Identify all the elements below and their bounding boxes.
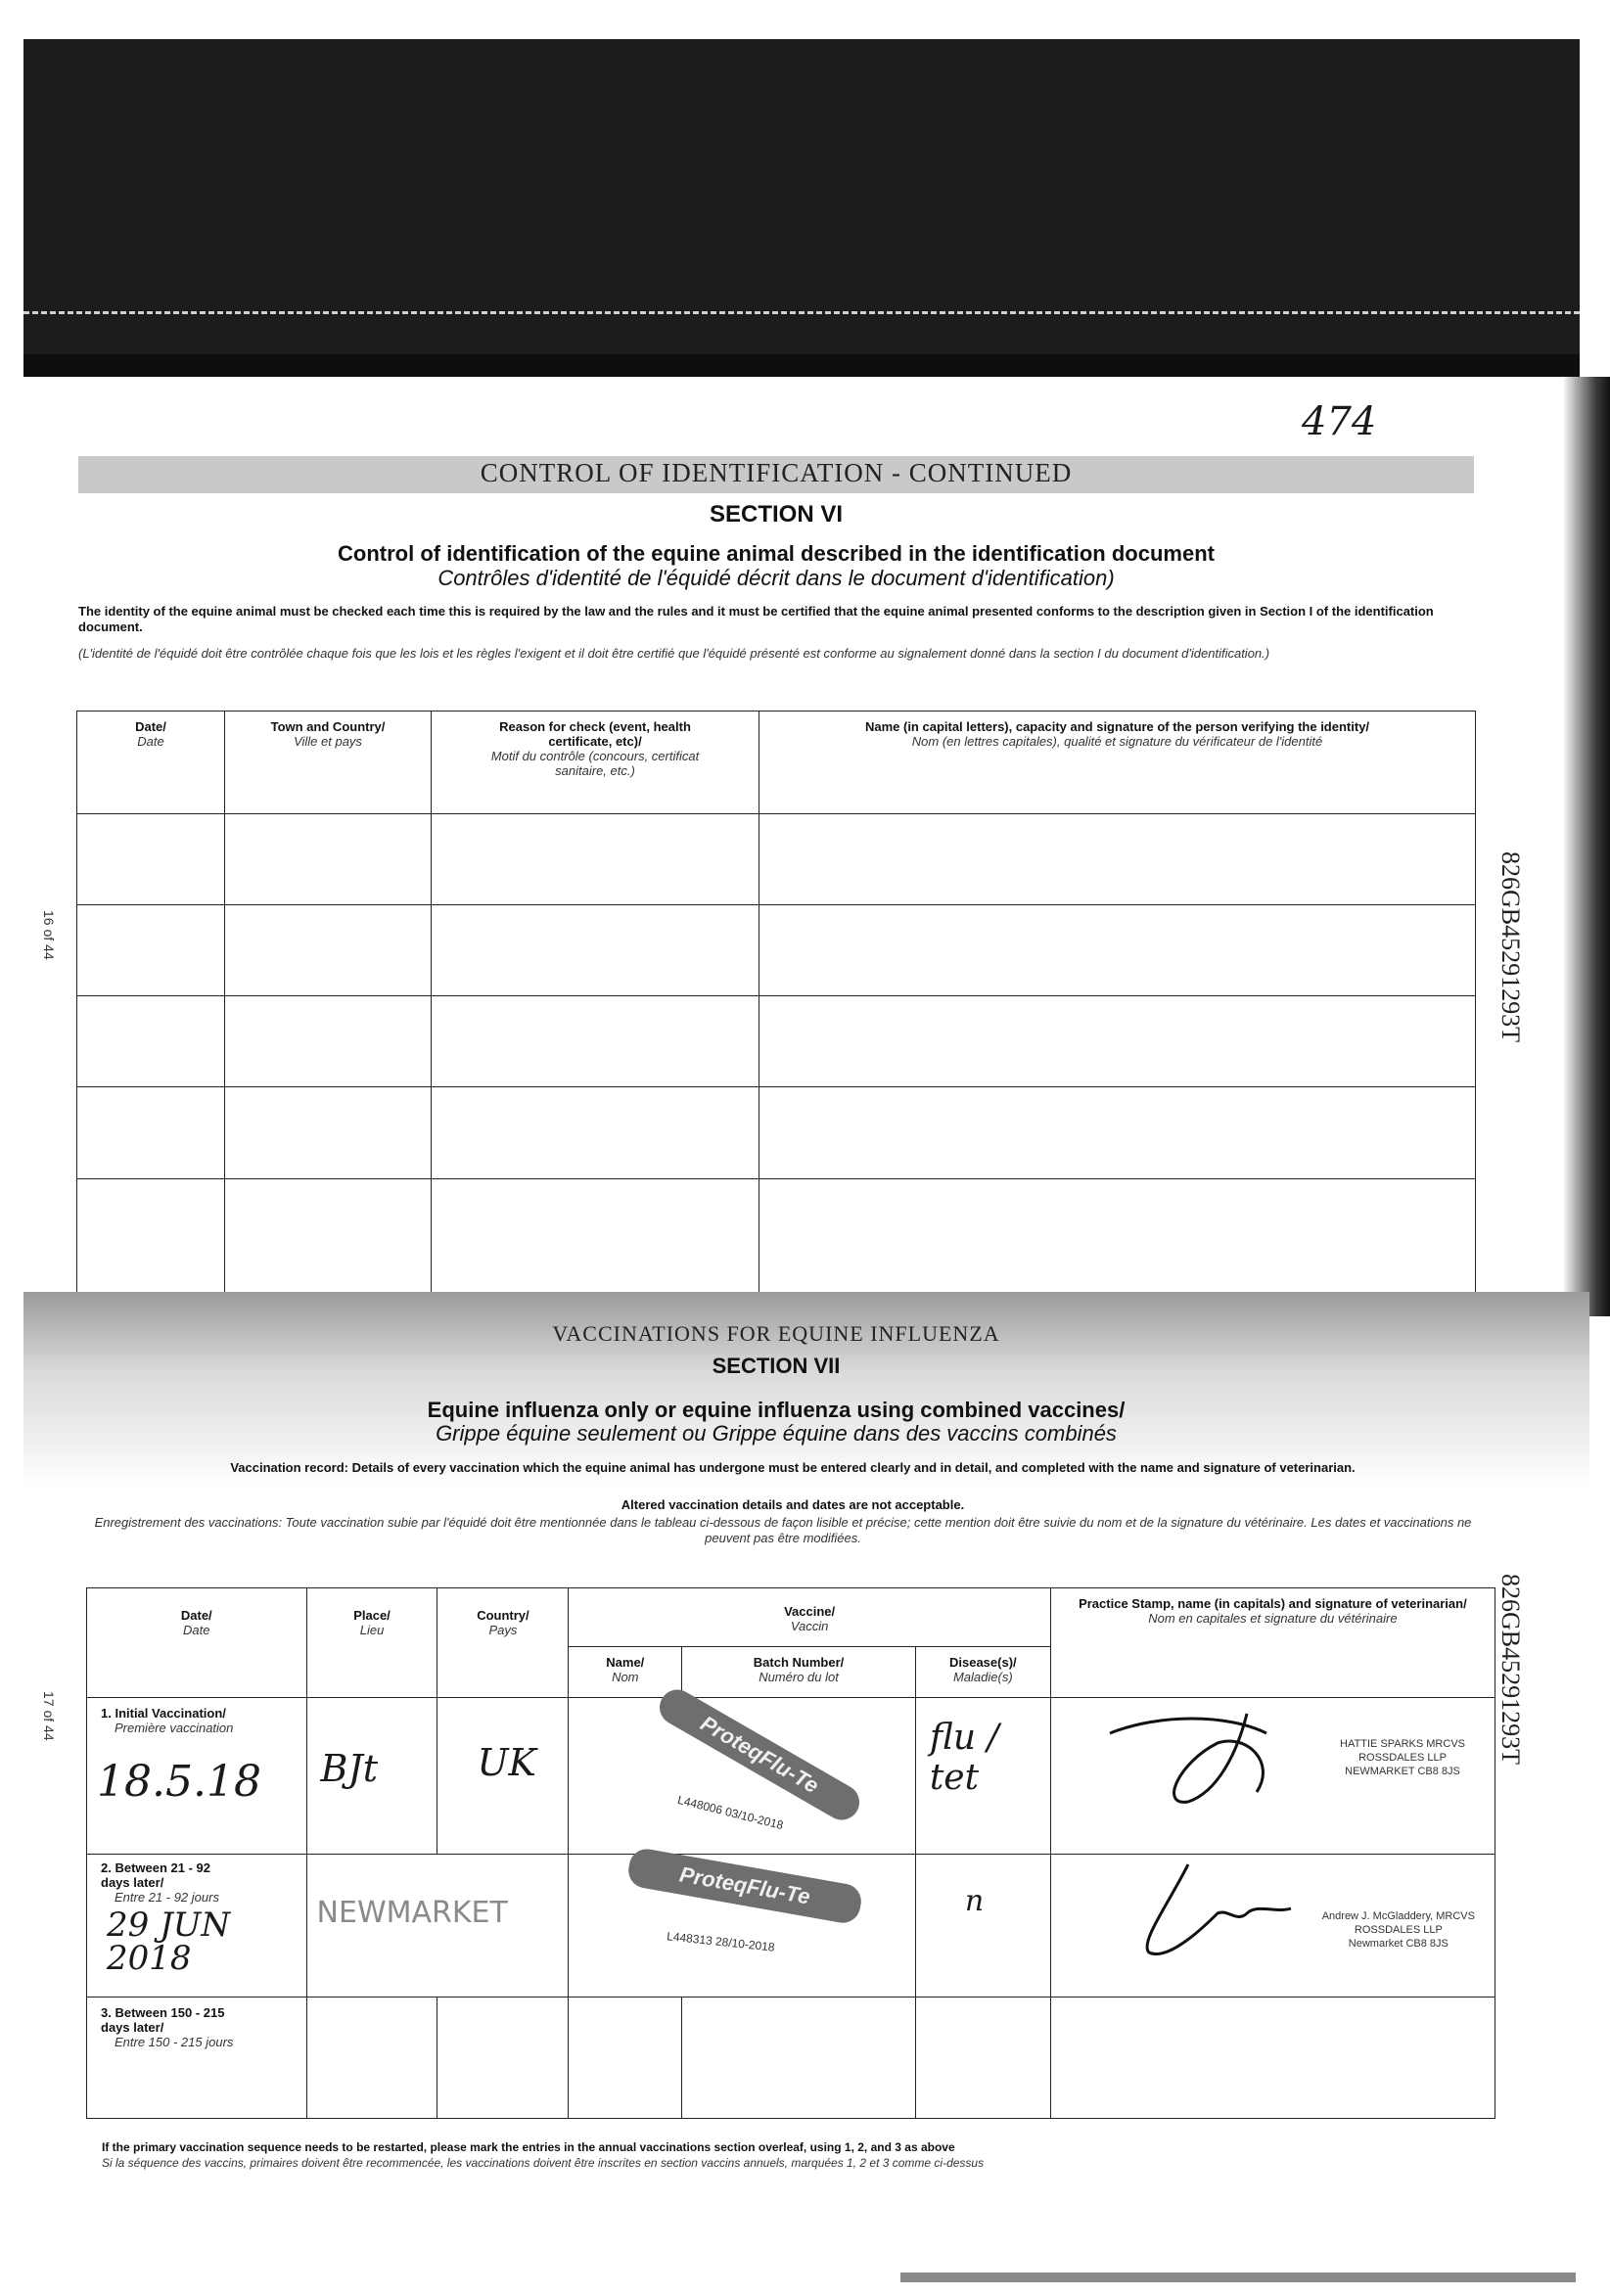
table-row — [77, 1087, 1476, 1178]
vcol-place-en: Place/ — [353, 1608, 391, 1623]
cell[interactable] — [77, 1087, 225, 1178]
control-band-title: CONTROL OF IDENTIFICATION - CONTINUED — [480, 458, 1073, 487]
cover-stitching — [23, 311, 1580, 314]
vcol-country-fr: Pays — [488, 1623, 518, 1637]
vcol-header-vaccine — [569, 1588, 1050, 1647]
cell[interactable] — [432, 905, 759, 996]
row1-vaccine-cell[interactable] — [569, 1698, 915, 1855]
cell[interactable] — [682, 1998, 916, 2119]
cell[interactable] — [759, 1178, 1476, 1297]
footnote-fr: Si la séquence des vaccins, primaires doivent être recommencée, les vaccinations doivent être inscrites en section vaccins annuels, marquées 1, 2 et 3 comme ci-dessus — [102, 2156, 985, 2170]
page-label-17-of-44: 17 of 44 — [41, 1691, 57, 1741]
row1-disease-cell[interactable] — [915, 1698, 1050, 1855]
cover-dark-area — [23, 39, 1580, 377]
row2-disease-cell[interactable] — [915, 1855, 1050, 1998]
row2-place-stamp: NEWMARKET — [316, 1896, 508, 1930]
vcol-header-country — [437, 1588, 569, 1698]
vaccination-table — [86, 1587, 1495, 2119]
vcol-place-fr: Lieu — [359, 1623, 385, 1637]
row1-vaccine-sticker: ProteqFlu-Te — [654, 1683, 866, 1826]
row1-signature-mark — [1100, 1704, 1296, 1812]
vcol-date-fr: Date — [183, 1623, 210, 1637]
col-verifier-en: Name (in capital letters), capacity and signature of the person verifying the identity/ — [864, 719, 1370, 734]
row2-batch-number: L448313 28/10-2018 — [666, 1929, 776, 1954]
vcol-header-place — [306, 1588, 437, 1698]
vcol-disease-fr: Maladie(s) — [952, 1670, 1013, 1684]
control-heading-fr: Contrôles d'identité de l'équidé décrit dans le document d'identification) — [437, 566, 1115, 590]
row2-date-handwritten: 29 JUN 2018 — [107, 1906, 231, 1978]
row2-disease: n — [964, 1884, 985, 1918]
vcol-name-fr: Nom — [612, 1670, 639, 1684]
vcol-header-stamp — [1050, 1588, 1495, 1698]
cell[interactable] — [432, 1178, 759, 1297]
vaccination-band-title: VACCINATIONS FOR EQUINE INFLUENZA — [552, 1321, 1000, 1346]
vcol-date-en: Date/ — [180, 1608, 212, 1623]
vaccination-record-en: Vaccination record: Details of every vaccination which the equine animal has undergone must be entered clearly and in detail, and completed with the name and signature of veterinarian. — [230, 1460, 1356, 1475]
row2-vet-address: Newmarket CB8 8JS — [1348, 1938, 1449, 1950]
vcol-stamp-en: Practice Stamp, name (in capitals) and signature of veterinarian/ — [1079, 1596, 1467, 1611]
control-paragraph-en: The identity of the equine animal must be checked each time this is required by the law and the rules and it must be certified that the equine animal presented conforms to the description given in Section I of the identification document. — [78, 604, 1434, 634]
cell[interactable] — [569, 1998, 682, 2119]
vcol-stamp-fr: Nom en capitales et signature du vétérinaire — [1148, 1611, 1398, 1626]
handwritten-page-number: 474 — [1302, 399, 1377, 444]
cell[interactable] — [915, 1998, 1050, 2119]
row2-vet-name: Andrew J. McGladdery, MRCVS — [1321, 1910, 1475, 1922]
doc-id-vertical-top: 826GB45291293T — [1496, 851, 1525, 1042]
cell[interactable] — [225, 1087, 432, 1178]
page-label-16-of-44: 16 of 44 — [41, 910, 57, 960]
row1-date-handwritten: 18.5.18 — [97, 1757, 261, 1807]
row1-vet-practice: ROSSDALES LLP — [1358, 1752, 1447, 1764]
row2-vet-practice: ROSSDALES LLP — [1354, 1924, 1443, 1936]
vaccination-record-en2: Altered vaccination details and dates are not acceptable. — [621, 1497, 965, 1512]
control-paragraph-fr: (L'identité de l'équidé doit être contrôlée chaque fois que les lois et les règles l'exigent et il doit être certifié que l'équidé présenté est conforme au signalement donné dans la section I du document d'identification.) — [78, 646, 1270, 661]
bottom-edge-line — [900, 2273, 1576, 2282]
vaccination-row-3 — [87, 1998, 1495, 2119]
vcol-disease-en: Disease(s)/ — [948, 1655, 1017, 1670]
cell[interactable] — [306, 1998, 437, 2119]
row1-country: UK — [477, 1741, 536, 1784]
col-town-fr: Ville et pays — [294, 734, 362, 749]
row2-label-fr: Entre 21 - 92 jours — [115, 1890, 219, 1905]
row1-batch-number: L448006 03/10-2018 — [676, 1792, 786, 1833]
cell[interactable] — [77, 905, 225, 996]
row2-signature-mark — [1120, 1855, 1296, 1972]
table-row — [77, 996, 1476, 1087]
doc-id-vertical-bottom: 826GB45291293T — [1496, 1574, 1525, 1765]
col-header-town — [225, 712, 432, 814]
cell[interactable] — [432, 814, 759, 905]
row1-vet-name: HATTIE SPARKS MRCVS — [1340, 1738, 1465, 1750]
col-header-date — [77, 712, 225, 814]
cell[interactable] — [759, 905, 1476, 996]
col-date-en: Date/ — [135, 719, 166, 734]
row3-label-en: 3. Between 150 - 215 days later/ — [101, 2005, 225, 2035]
section-vii-title: SECTION VII — [712, 1354, 841, 1378]
vaccination-record-fr: Enregistrement des vaccinations: Toute vaccination subie par l'équidé doit être mentionnée dans le tableau ci-dessous de façon lisible et précise; cette mention doit être suivie du nom et de la signature du vétérinaire. Les dates et vaccinations ne peuvent pas être modifiées. — [94, 1515, 1472, 1545]
cell[interactable] — [225, 1178, 432, 1297]
identity-check-table — [76, 711, 1476, 1298]
row2-place-country-cell[interactable] — [306, 1855, 569, 1998]
cell[interactable] — [432, 1087, 759, 1178]
cell[interactable] — [77, 1178, 225, 1297]
table-row — [77, 1178, 1476, 1297]
cell[interactable] — [225, 814, 432, 905]
cell[interactable] — [77, 996, 225, 1087]
row1-vet-address: NEWMARKET CB8 8JS — [1345, 1766, 1460, 1777]
row1-country-cell[interactable] — [437, 1698, 569, 1855]
row2-date-cell[interactable] — [87, 1855, 307, 1998]
row1-stamp-cell[interactable] — [1050, 1698, 1495, 1855]
vcol-batch-en: Batch Number/ — [753, 1655, 845, 1670]
row1-vet-stamp — [1340, 1737, 1465, 1778]
col-verifier-fr: Nom (en lettres capitales), qualité et signature du vérificateur de l'identité — [911, 734, 1323, 749]
table-row — [77, 905, 1476, 996]
vcol-header-name — [569, 1647, 682, 1698]
cell[interactable] — [437, 1998, 569, 2119]
row1-place: BJt — [320, 1747, 378, 1790]
cell[interactable] — [225, 996, 432, 1087]
row2-label-en: 2. Between 21 - 92 days later/ — [101, 1860, 210, 1890]
cell[interactable] — [759, 814, 1476, 905]
col-date-fr: Date — [137, 734, 164, 749]
col-town-en: Town and Country/ — [270, 719, 386, 734]
vcol-header-disease — [915, 1647, 1050, 1698]
row3-label-fr: Entre 150 - 215 jours — [115, 2035, 234, 2049]
row1-label-en: 1. Initial Vaccination/ — [101, 1706, 226, 1721]
table-row — [77, 814, 1476, 905]
row2-vaccine-cell[interactable] — [569, 1855, 915, 1998]
vcol-country-en: Country/ — [477, 1608, 529, 1623]
cell[interactable] — [759, 1087, 1476, 1178]
vcol-header-date — [87, 1588, 307, 1698]
vaccination-row-2 — [87, 1855, 1495, 1998]
cover-edge — [23, 354, 1580, 377]
page-edge-shadow — [1564, 377, 1610, 1316]
section-vi-title: SECTION VI — [709, 501, 844, 528]
cell[interactable] — [759, 996, 1476, 1087]
control-heading-en: Control of identification of the equine animal described in the identification document — [338, 541, 1215, 566]
vcol-vaccine-en: Vaccine/ — [784, 1604, 836, 1619]
row2-stamp-cell[interactable] — [1050, 1855, 1495, 1998]
vaccination-heading-fr: Grippe équine seulement ou Grippe équine dans des vaccins combinés — [436, 1421, 1117, 1446]
col-reason-en: Reason for check (event, health certificate, etc)/ — [499, 719, 691, 749]
vcol-name-en: Name/ — [606, 1655, 645, 1670]
row3-date-cell[interactable] — [87, 1998, 307, 2119]
cell[interactable] — [77, 814, 225, 905]
row1-disease: flu / tet — [929, 1718, 999, 1798]
cell[interactable] — [1050, 1998, 1495, 2119]
row2-vaccine-sticker: ProteqFlu-Te — [626, 1846, 864, 1925]
row2-vet-stamp — [1322, 1909, 1475, 1951]
col-reason-fr: Motif du contrôle (concours, certificat sanitaire, etc.) — [490, 749, 700, 778]
row1-label-fr: Première vaccination — [115, 1721, 234, 1735]
vaccination-heading-en: Equine influenza only or equine influenza using combined vaccines/ — [427, 1398, 1126, 1422]
cell[interactable] — [225, 905, 432, 996]
vcol-header-batch — [682, 1647, 916, 1698]
row1-place-cell[interactable] — [306, 1698, 437, 1855]
footnote-en: If the primary vaccination sequence needs to be restarted, please mark the entries in the annual vaccinations section overleaf, using 1, 2, and 3 as above — [102, 2140, 955, 2154]
vcol-batch-fr: Numéro du lot — [759, 1670, 839, 1684]
vaccination-row-1 — [87, 1698, 1495, 1855]
cell[interactable] — [432, 996, 759, 1087]
col-header-reason — [432, 712, 759, 814]
col-header-verifier — [759, 712, 1476, 814]
row1-date-cell[interactable] — [87, 1698, 307, 1855]
vcol-vaccine-fr: Vaccin — [790, 1619, 829, 1633]
